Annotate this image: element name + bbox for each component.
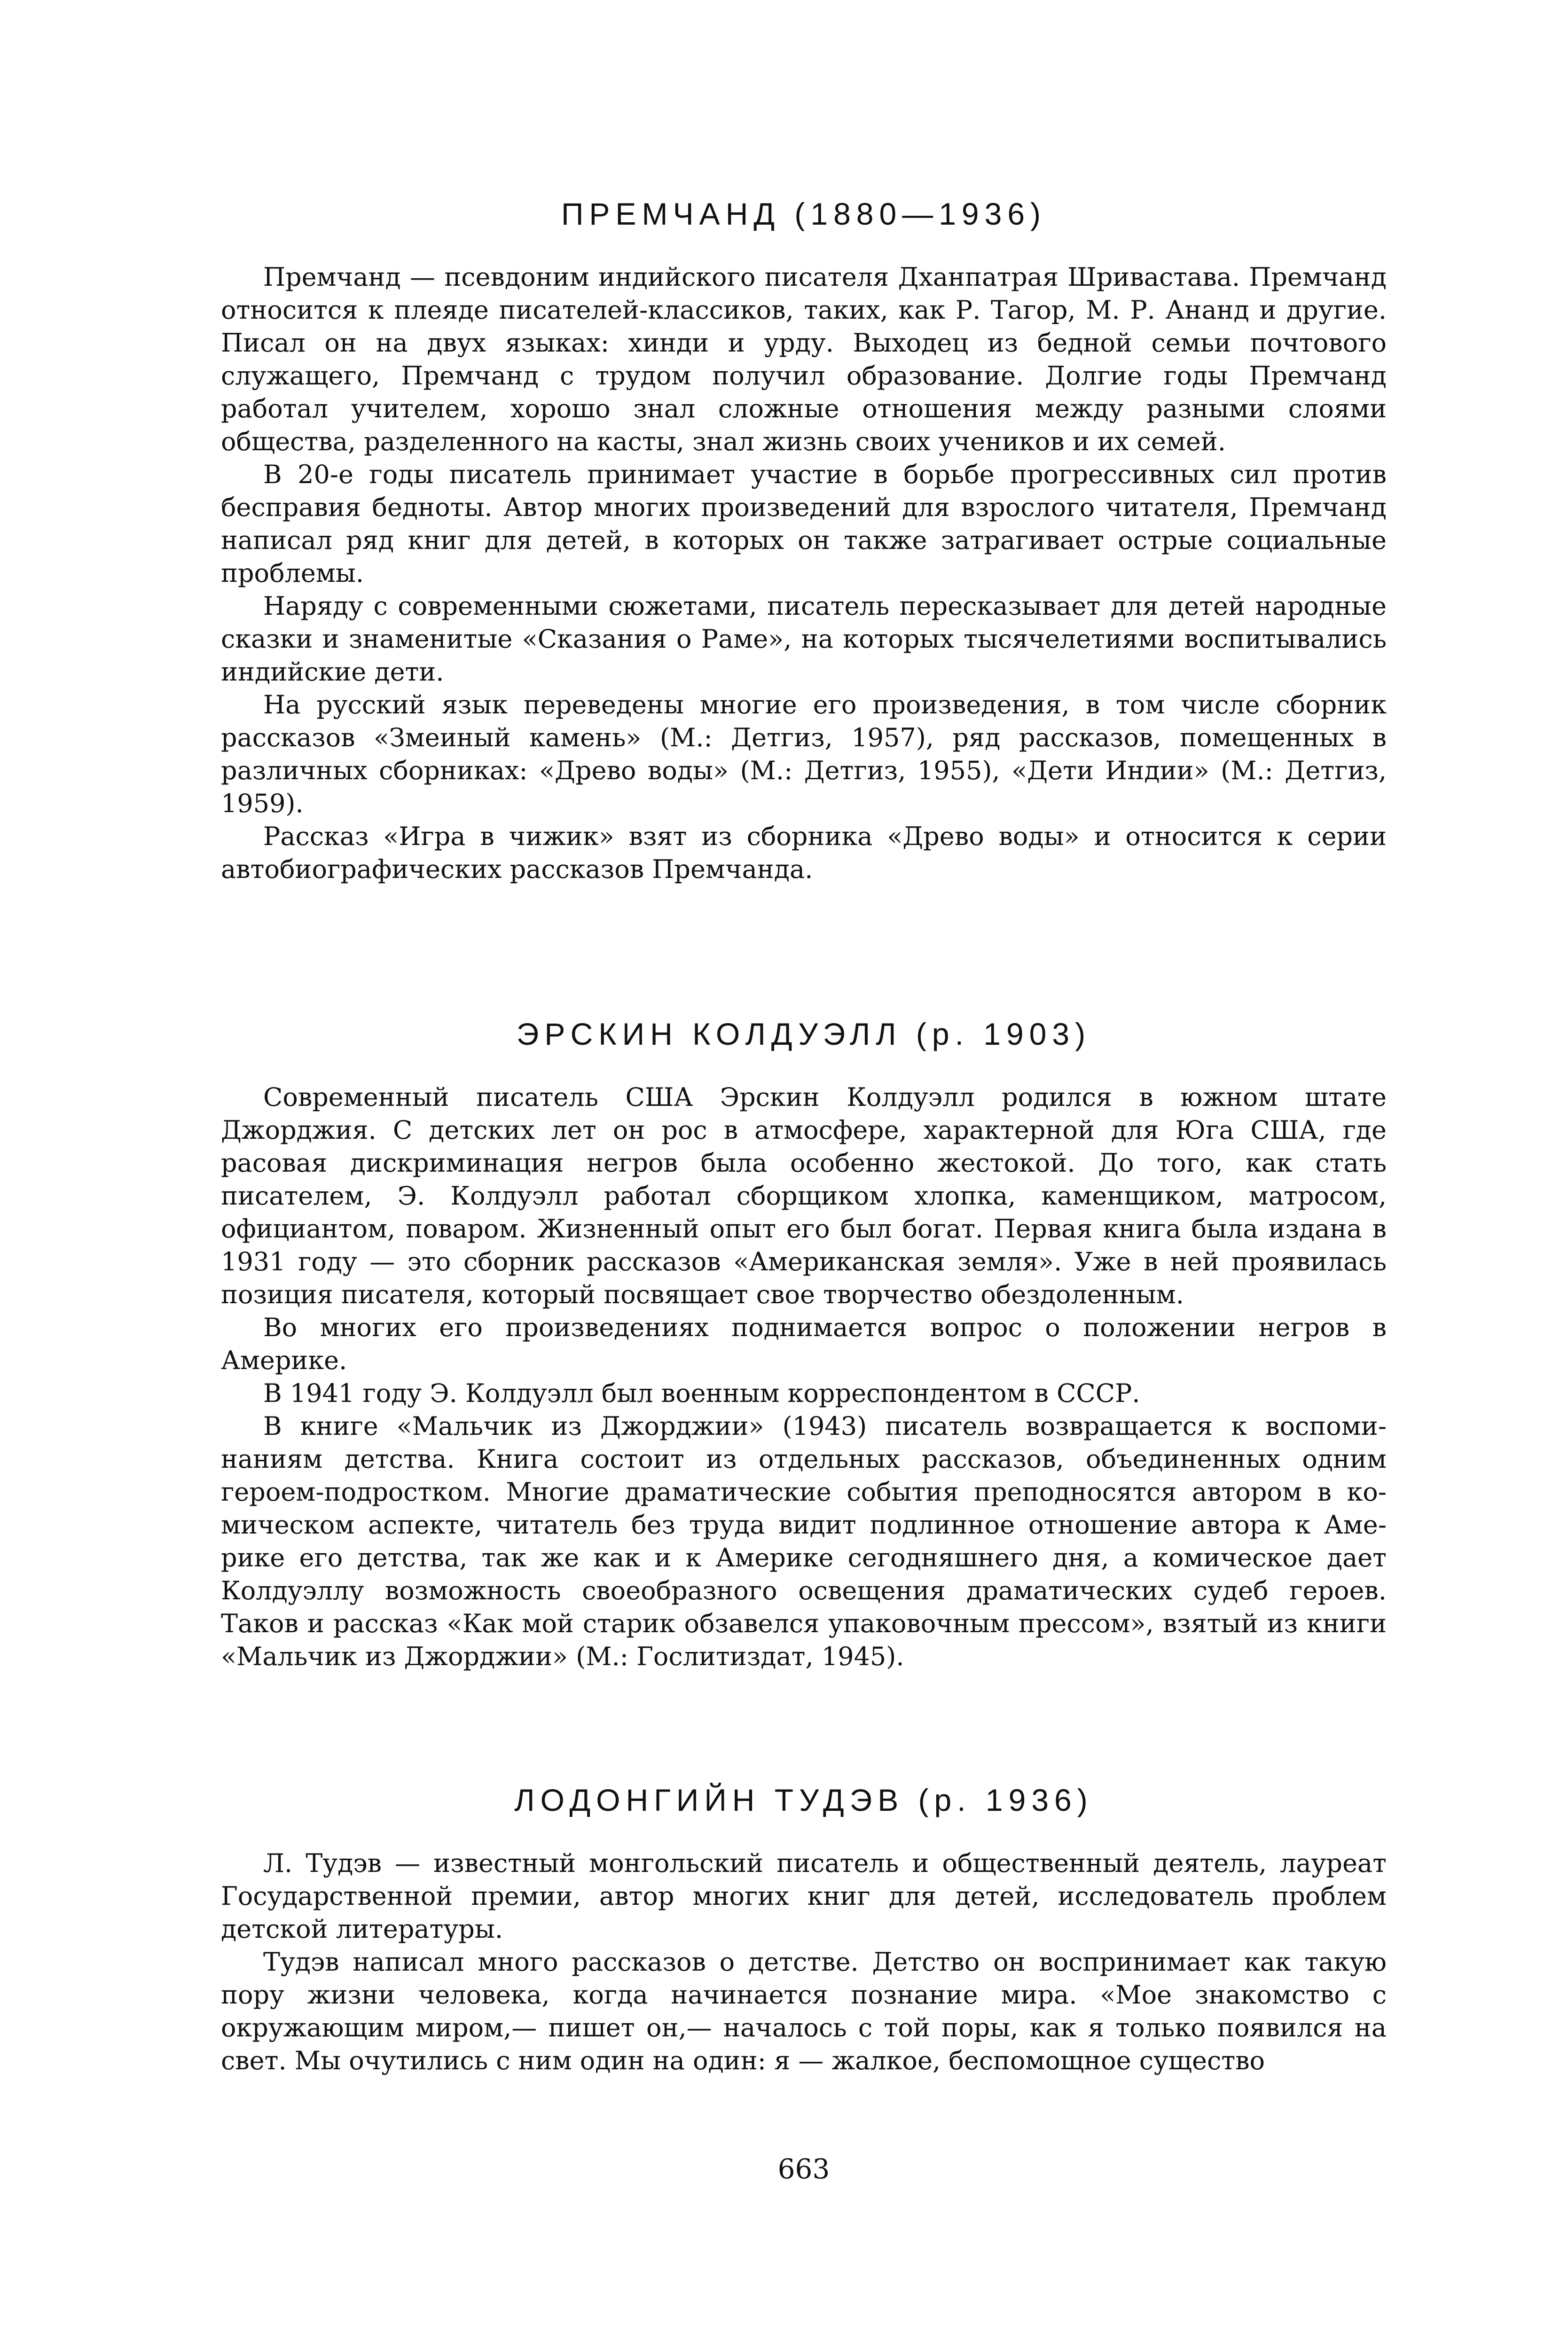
paragraph: Наряду с современными сюжетами, писатель пересказывает для детей народные сказки и знаменитые «Сказания о Раме», на которых тысячелетиями воспитывались индийские дети. — [221, 591, 1387, 687]
paragraph: На русский язык переведены многие его произведения, в том числе сборник рассказов «Змеиный камень» (М.: Детгиз, 1957), ряд рассказов, помещенных в различных сборниках: «Древо воды» (М.: Детгиз, 1955), «Дети Индии» (М.: Детгиз, 1959). — [221, 690, 1387, 818]
paragraph: Тудэв написал много рассказов о детстве. Детство он воспринимает как такую пору жизни человека, когда начинается познание мира. «Мое знакомство с окружающим миром,— пишет он,— началось с той поры, как я только появился на свет. Мы очутились с ним один на один: я — жалкое, беспомощное существо — [221, 1947, 1387, 2075]
paragraph: В 20-е годы писатель принимает участие в борьбе прогрессивных сил против бесправия бедноты. Автор многих произведений для взрослого читателя, Премчанд написал ряд книг для детей, в которых он также затрагивает острые социальные проблемы. — [221, 460, 1387, 588]
section-heading: ПРЕМЧАНД (1880—1936) — [561, 196, 1047, 231]
section-caldwell-body — [221, 1081, 1387, 1673]
section-tudev — [221, 1781, 1387, 1819]
paragraph: Л. Тудэв — известный монгольский писатель и общественный деятель, лауреат Государственной премии, автор многих книг для детей, исследователь проблем детской литературы. — [221, 1848, 1387, 1944]
section-premchand — [221, 195, 1387, 233]
paragraph: В книге «Мальчик из Джорджии» (1943) писатель возвращается к воспоминаниям детства. Книга состоит из отдельных рассказов, объединенных одним героем-подростком. Многие драматические события преподносятся автором в комическом аспекте, читатель без труда видит подлинное отношение автора к Америке его детства, так же как и к Америке сегодняшнего дня, а комическое дает Колдуэллу возможность своеобразного освещения драматических судеб героев. Таков и рассказ «Как мой старик обзавелся упаковочным прессом», взятый из книги «Мальчик из Джорджии» (М.: Гослитиздат, 1945). — [221, 1411, 1387, 1671]
section-premchand-body — [221, 261, 1387, 886]
section-tudev-body — [221, 1847, 1387, 2077]
page-number: 663 — [777, 2153, 830, 2185]
paragraph: В 1941 году Э. Колдуэлл был военным корреспондентом в СССР. — [263, 1378, 1140, 1408]
section-caldwell — [221, 1015, 1387, 1053]
paragraph: Современный писатель США Эрскин Колдуэлл родился в южном штате Джорджия. С детских лет он рос в атмосфере, характерной для Юга США, где расовая дискриминация негров была особенно жестокой. До того, как стать писателем, Э. Колдуэлл работал сборщиком хлопка, каменщиком, матросом, официантом, поваром. Жизненный опыт его был богат. Первая книга была издана в 1931 году — это сборник рассказов «Американская земля». Уже в ней проявилась позиция писателя, который посвящает свое творчество обездоленным. — [221, 1082, 1387, 1309]
paragraph: Рассказ «Игра в чижик» взят из сборника «Древо воды» и относится к серии автобиографических рассказов Премчанда. — [221, 822, 1387, 884]
section-heading: ЭРСКИН КОЛДУЭЛЛ (р. 1903) — [516, 1017, 1091, 1051]
paragraph: Премчанд — псевдоним индийского писателя Дханпатрая Шривастава. Премчанд относится к плеяде писателей-классиков, таких, как Р. Тагор, М. Р. Ананд и другие. Писал он на двух языках: хинди и урду. Выходец из бедной семьи почтового служащего, Премчанд с трудом получил образование. Долгие годы Премчанд работал учителем, хорошо знал сложные отношения между разными слоями общества, разделенного на касты, знал жизнь своих учеников и их семей. — [221, 262, 1387, 456]
section-heading: ЛОДОНГИЙН ТУДЭВ (р. 1936) — [514, 1783, 1093, 1817]
book-page — [221, 0, 1387, 2348]
paragraph: Во многих его произведениях поднимается вопрос о положении негров в Америке. — [221, 1313, 1387, 1375]
